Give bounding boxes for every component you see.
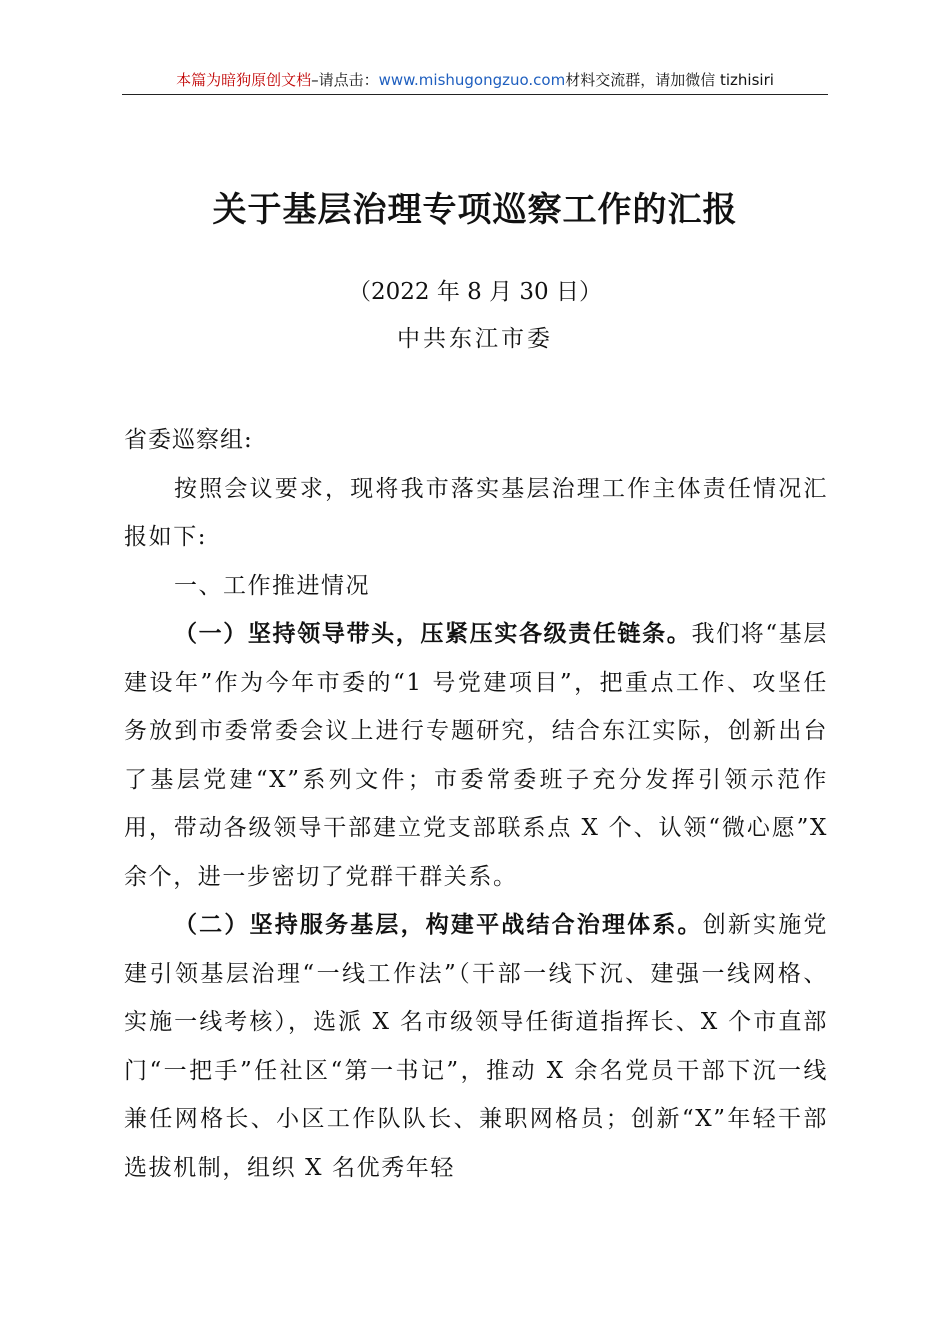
document-title: 关于基层治理专项巡察工作的汇报 bbox=[212, 190, 738, 230]
header-url-link[interactable]: www.mishugongzuo.com bbox=[378, 71, 566, 89]
section-heading: 一、工作推进情况 bbox=[174, 572, 370, 599]
document-issuer: 中共东江市委 bbox=[397, 326, 553, 352]
paragraph-1-lead: （一）坚持领导带头，压紧压实各级责任链条。 bbox=[174, 620, 692, 647]
header-banner bbox=[122, 66, 828, 95]
header-brand-text: 本篇为暗狗原创文档 bbox=[176, 71, 312, 89]
paragraph-2-text: 创新实施党建引领基层治理“一线工作法”（干部一线下沉、建强一线网格、实施一线考核），选派 X 名市级领导任街道指挥长、X 个市直部门“一把手”任社区“第一书记”，推动 X 余名党员干部下沉一线兼任网格长、小区工作队队长、兼职网格员；创新“X”年轻干部选拔机制，组织 X 名优秀年轻 bbox=[124, 912, 829, 1181]
paragraph-1 bbox=[124, 610, 828, 901]
paragraph-1-text: 我们将“基层建设年”作为今年市委的“1 号党建项目”，把重点工作、攻坚任务放到市委常委会议上进行专题研究，结合东江实际，创新出台了基层党建“X”系列文件；市委常委班子充分发挥引领示范作用，带动各级领导干部建立党支部联系点 X 个、认领“微心愿”X 余个，进一步密切了党群干群关系。 bbox=[124, 621, 828, 890]
salutation: 省委巡察组: bbox=[124, 427, 253, 453]
document-date: （2022 年 8 月 30 日） bbox=[348, 279, 602, 305]
intro-paragraph: 按照会议要求，现将我市落实基层治理工作主体责任情况汇报如下: bbox=[124, 475, 828, 550]
paragraph-2 bbox=[124, 901, 828, 1192]
header-separator-text: –请点击： bbox=[311, 71, 379, 89]
document-body bbox=[124, 416, 828, 1192]
paragraph-2-lead: （二）坚持服务基层，构建平战结合治理体系。 bbox=[174, 911, 703, 938]
header-contact-text: 材料交流群，请加微信 tizhisiri bbox=[565, 71, 774, 89]
